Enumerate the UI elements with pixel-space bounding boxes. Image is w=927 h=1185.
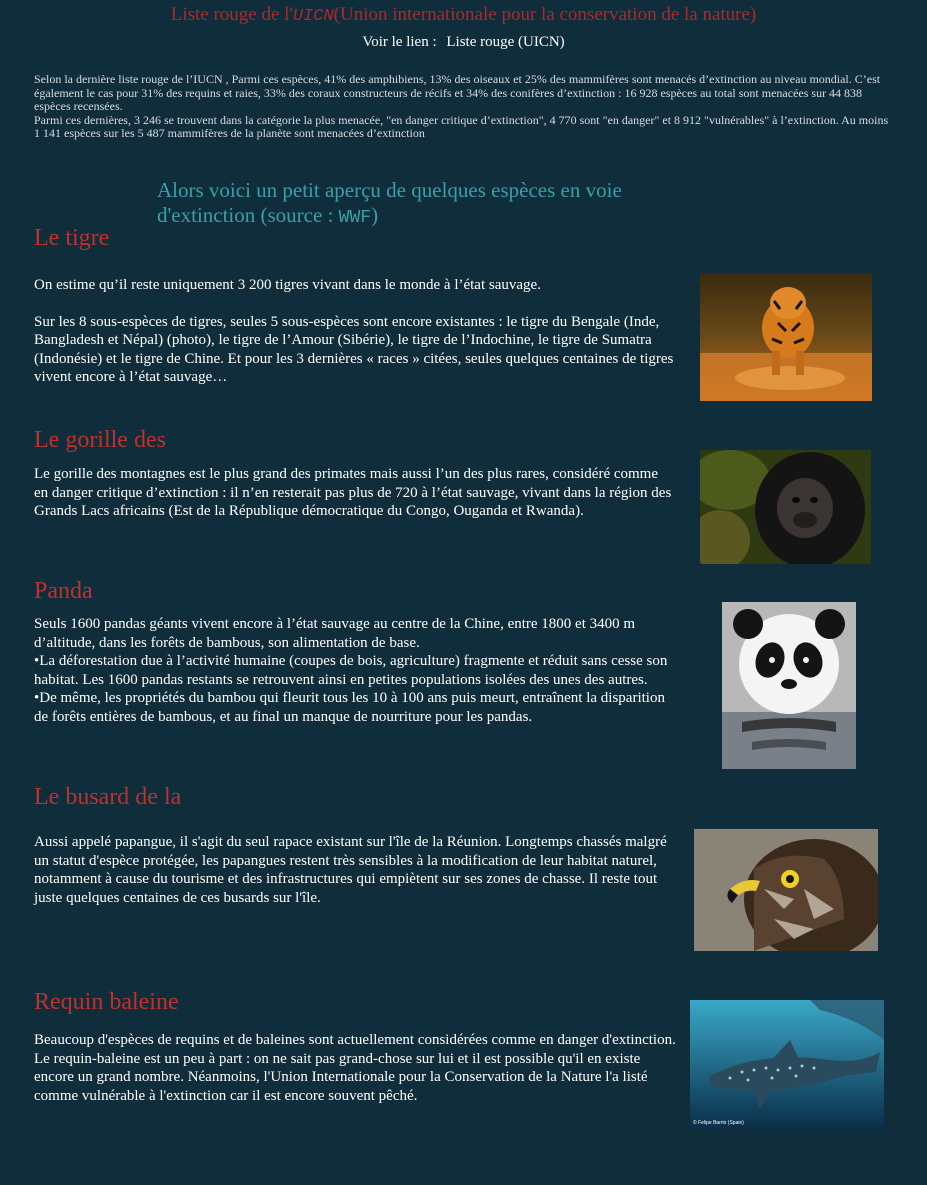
red-list-link[interactable]: Liste rouge (UICN)	[446, 34, 565, 50]
section-title-gorille: Le gorille des	[34, 427, 166, 453]
panda-paragraph-2: •La déforestation due à l’activité humaine (coupes de bois, agriculture) fragmente et réduit sans cesse son habitat. Les 1600 pandas restants se retrouvent ainsi en petites populations isolées des unes des autres.	[34, 653, 668, 688]
section-intro-subtitle	[157, 178, 677, 231]
title-prefix: Liste rouge de l'	[170, 4, 293, 25]
page-title	[0, 4, 927, 26]
eagle-photo	[694, 829, 878, 951]
section-body-tigre	[34, 276, 689, 387]
tiger-photo	[700, 273, 872, 401]
subtitle-close: )	[371, 203, 379, 227]
whale-shark-photo	[690, 1000, 884, 1129]
busard-paragraph-1: Aussi appelé papangue, il s'agit du seul rapace existant sur l'île de la Réunion. Longtemps chassés malgré un statut d'espèce protégée, les papangues restent très sensibles à la modification de leur habitat naturel, notamment à cause du tourisme et des infrastructures qui empiètent sur ses zones de chasse. Il reste tout juste quelques centaines de ces busards sur l'île.	[34, 834, 667, 906]
intro-paragraph-1: Selon la dernière liste rouge de l’IUCN , Parmi ces espèces, 41% des amphibiens, 13% des oiseaux et 25% des mammifères sont menacés d’extinction au niveau mondial. C’est également le cas pour 31% des requins et raies, 33% des coraux constructeurs de récifs et 34% des conifères d’extinction : 16 928 espèces au total sont menacées sur 44 838 espèces recensées.	[34, 72, 881, 113]
section-title-busard: Le busard de la	[34, 784, 182, 810]
section-body-requin	[34, 1031, 682, 1105]
link-line	[0, 34, 927, 51]
subtitle-text: Alors voici un petit aperçu de quelques espèces en voie d'extinction (source :	[157, 178, 622, 227]
gorille-paragraph-1: Le gorille des montagnes est le plus grand des primates mais aussi l’un des plus rares, considéré comme en danger critique d’extinction : il n’en resterait pas plus de 720 à l’état sauvage, vivant dans la région des Grands Lacs africains (Est de la République démocratique du Congo, Ouganda et Rwanda).	[34, 466, 672, 519]
subtitle-source: WWF	[338, 208, 372, 228]
link-label: Voir le lien :	[362, 34, 437, 50]
section-body-panda	[34, 615, 674, 726]
panda-paragraph-1: Seuls 1600 pandas géants vivent encore à l’état sauvage au centre de la Chine, entre 1800 et 3400 m d’altitude, dans les forêts de bambous, son alimentation de base.	[34, 616, 636, 651]
tigre-paragraph-1: On estime qu’il reste uniquement 3 200 tigres vivant dans le monde à l’état sauvage.	[34, 277, 541, 293]
section-title-tigre: Le tigre	[34, 225, 110, 251]
section-body-gorille	[34, 465, 674, 521]
requin-paragraph-1: Beaucoup d'espèces de requins et de baleines sont actuellement considérées comme en danger d'extinction. Le requin-baleine est un peu à part : on ne sait pas grand-chose sur lui et il est possible qu'il en existe encore un grand nombre. Néanmoins, l'Union Internationale pour la Conservation de la Nature l'a listé comme vulnérable à l'extinction car il est encore souvent pêché.	[34, 1032, 676, 1104]
panda-paragraph-3: •De même, les propriétés du bambou qui fleurit tous les 10 à 100 ans puis meurt, entraînent la disparition de forêts entières de bambous, et au final un manque de nourriture pour les pandas.	[34, 690, 665, 725]
tigre-paragraph-2: Sur les 8 sous-espèces de tigres, seules 5 sous-espèces sont encore existantes : le tigre du Bengale (Inde, Bangladesh et Népal) (photo), le tigre de l’Amour (Sibérie), le tigre de l’Indochine, le tigre de Sumatra (Indonésie) et le tigre de Chine. Et pour les 3 dernières « races » citées, seules quelques centaines de tigres vivent encore à l’état sauvage…	[34, 313, 674, 385]
intro-paragraph-2: Parmi ces dernières, 3 246 se trouvent dans la catégorie la plus menacée, "en danger critique d’extinction", 4 770 sont "en danger" et 8 912 "vulnérables" à l’extinction. Au moins 1 141 espèces sur les 5 487 mammifères de la planète sont menacées d’extinction	[34, 112, 889, 140]
section-body-busard	[34, 833, 674, 907]
section-title-requin: Requin baleine	[34, 989, 179, 1015]
gorilla-photo	[700, 450, 871, 564]
title-acronym: UICN	[292, 7, 334, 26]
intro-text	[34, 73, 896, 141]
title-suffix: (Union internationale pour la conservation de la nature)	[333, 4, 757, 25]
panda-photo	[722, 602, 856, 769]
section-title-panda: Panda	[34, 578, 93, 604]
photo-credit: © Felipe Barrio (Spain)	[693, 1120, 744, 1126]
